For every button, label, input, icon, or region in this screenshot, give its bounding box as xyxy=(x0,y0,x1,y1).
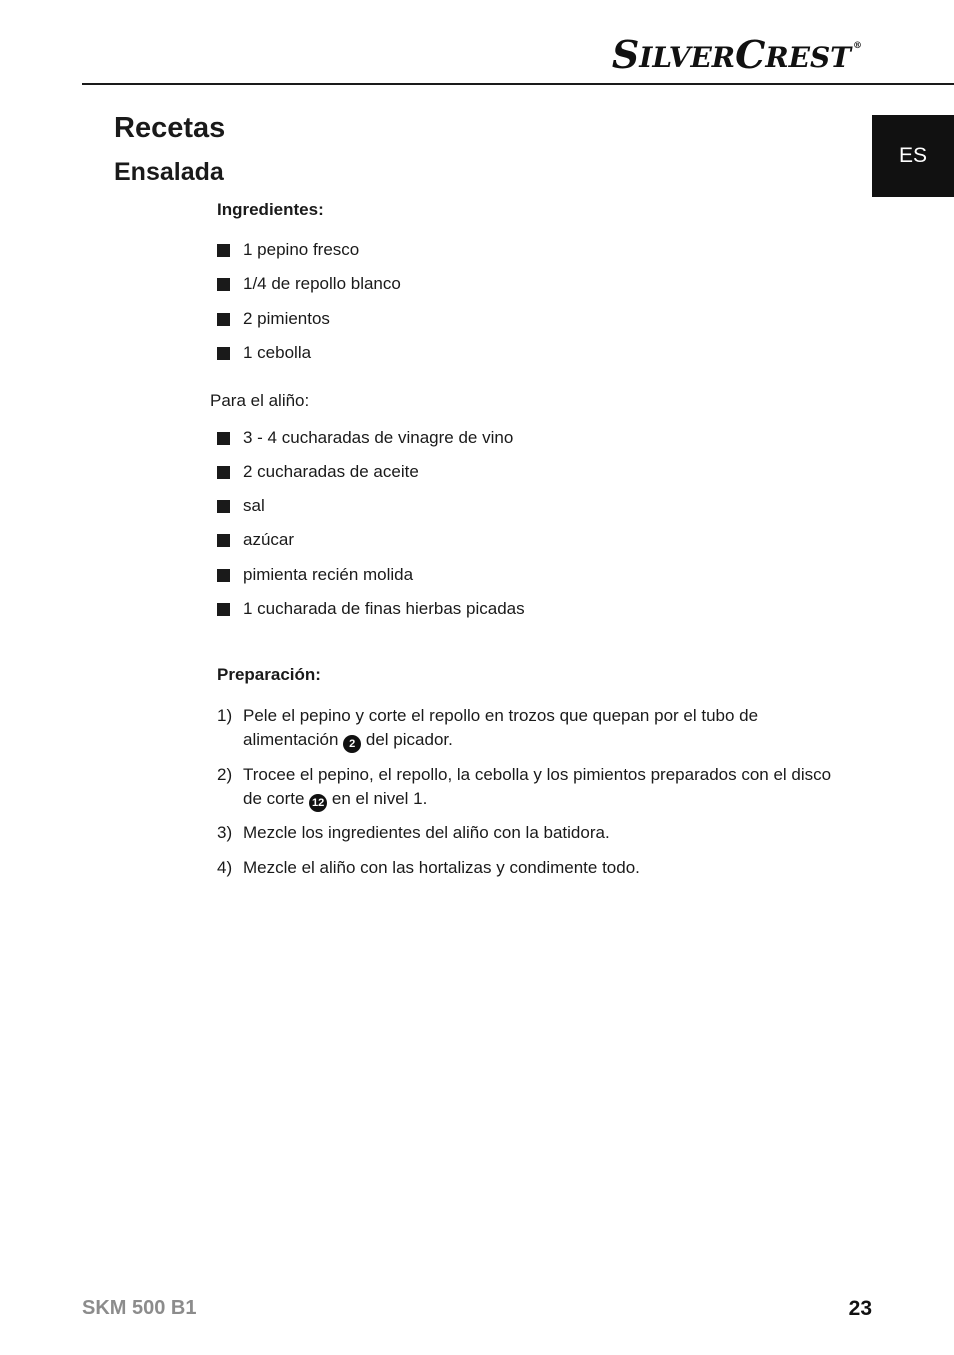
step-number: 1) xyxy=(217,706,233,725)
preparation-step xyxy=(217,704,837,753)
ingredient-item xyxy=(217,240,359,260)
language-tab: ES xyxy=(872,115,954,197)
dressing-item xyxy=(217,599,525,619)
preparation-step xyxy=(217,821,837,845)
bullet-square-icon xyxy=(217,466,230,479)
bullet-square-icon xyxy=(217,603,230,616)
step-number: 3) xyxy=(217,823,233,842)
ingredient-item xyxy=(217,309,330,329)
model-number: SKM 500 B1 xyxy=(82,1297,197,1319)
bullet-square-icon xyxy=(217,313,230,326)
header-rule xyxy=(82,83,954,85)
bullet-square-icon xyxy=(217,432,230,445)
logo-letters: ILVER xyxy=(639,41,736,74)
dressing-text: 3 - 4 cucharadas de vinagre de vino xyxy=(243,428,514,447)
dressing-item xyxy=(217,462,419,482)
bullet-square-icon xyxy=(217,534,230,547)
step-text-part: del picador. xyxy=(361,730,453,749)
step-text-part: en el nivel 1. xyxy=(327,789,428,808)
dressing-text: 2 cucharadas de aceite xyxy=(243,462,419,481)
part-number-badge: 2 xyxy=(343,735,361,753)
recipe-title: Ensalada xyxy=(114,158,224,186)
step-text xyxy=(243,704,837,753)
page-number: 23 xyxy=(848,1297,872,1320)
preparation-step xyxy=(217,763,837,812)
step-number: 4) xyxy=(217,858,233,877)
bullet-square-icon xyxy=(217,278,230,291)
dressing-text: azúcar xyxy=(243,530,295,549)
bullet-square-icon xyxy=(217,347,230,360)
step-text-part: Trocee el pepino, el repollo, la cebolla y los pimientos preparados con el disco de corte xyxy=(243,765,832,808)
step-text: Mezcle los ingredientes del aliño con la batidora. xyxy=(243,823,610,842)
ingredient-text: 2 pimientos xyxy=(243,309,330,328)
ingredients-heading: Ingredientes: xyxy=(217,200,324,219)
dressing-item xyxy=(217,496,265,516)
page-title: Recetas xyxy=(114,112,226,144)
bullet-square-icon xyxy=(217,244,230,257)
dressing-item xyxy=(217,428,513,448)
dressing-text: sal xyxy=(243,496,265,515)
bullet-square-icon xyxy=(217,500,230,513)
silvercrest-logo xyxy=(611,32,862,77)
step-text xyxy=(243,763,837,812)
dressing-item xyxy=(217,565,413,585)
part-number-badge: 12 xyxy=(309,794,327,812)
ingredient-text: 1/4 de repollo blanco xyxy=(243,274,401,293)
step-text-part: Pele el pepino y corte el repollo en trozos que quepan por el tubo de alimentación xyxy=(243,706,759,749)
dressing-text: pimienta recién molida xyxy=(243,565,414,584)
ingredient-item xyxy=(217,343,311,363)
ingredient-text: 1 pepino fresco xyxy=(243,240,360,259)
logo-letter: C xyxy=(735,32,766,77)
ingredient-text: 1 cebolla xyxy=(243,343,312,362)
registered-mark: ® xyxy=(853,41,862,51)
step-text: Mezcle el aliño con las hortalizas y condimente todo. xyxy=(243,858,640,877)
logo-letter: S xyxy=(611,32,640,77)
ingredient-item xyxy=(217,274,401,294)
preparation-heading: Preparación: xyxy=(217,665,321,684)
preparation-step xyxy=(217,856,837,880)
dressing-text: 1 cucharada de finas hierbas picadas xyxy=(243,599,525,618)
dressing-label: Para el aliño: xyxy=(210,391,310,410)
bullet-square-icon xyxy=(217,569,230,582)
step-number: 2) xyxy=(217,765,233,784)
dressing-item xyxy=(217,530,294,550)
logo-letters: REST xyxy=(765,41,851,74)
